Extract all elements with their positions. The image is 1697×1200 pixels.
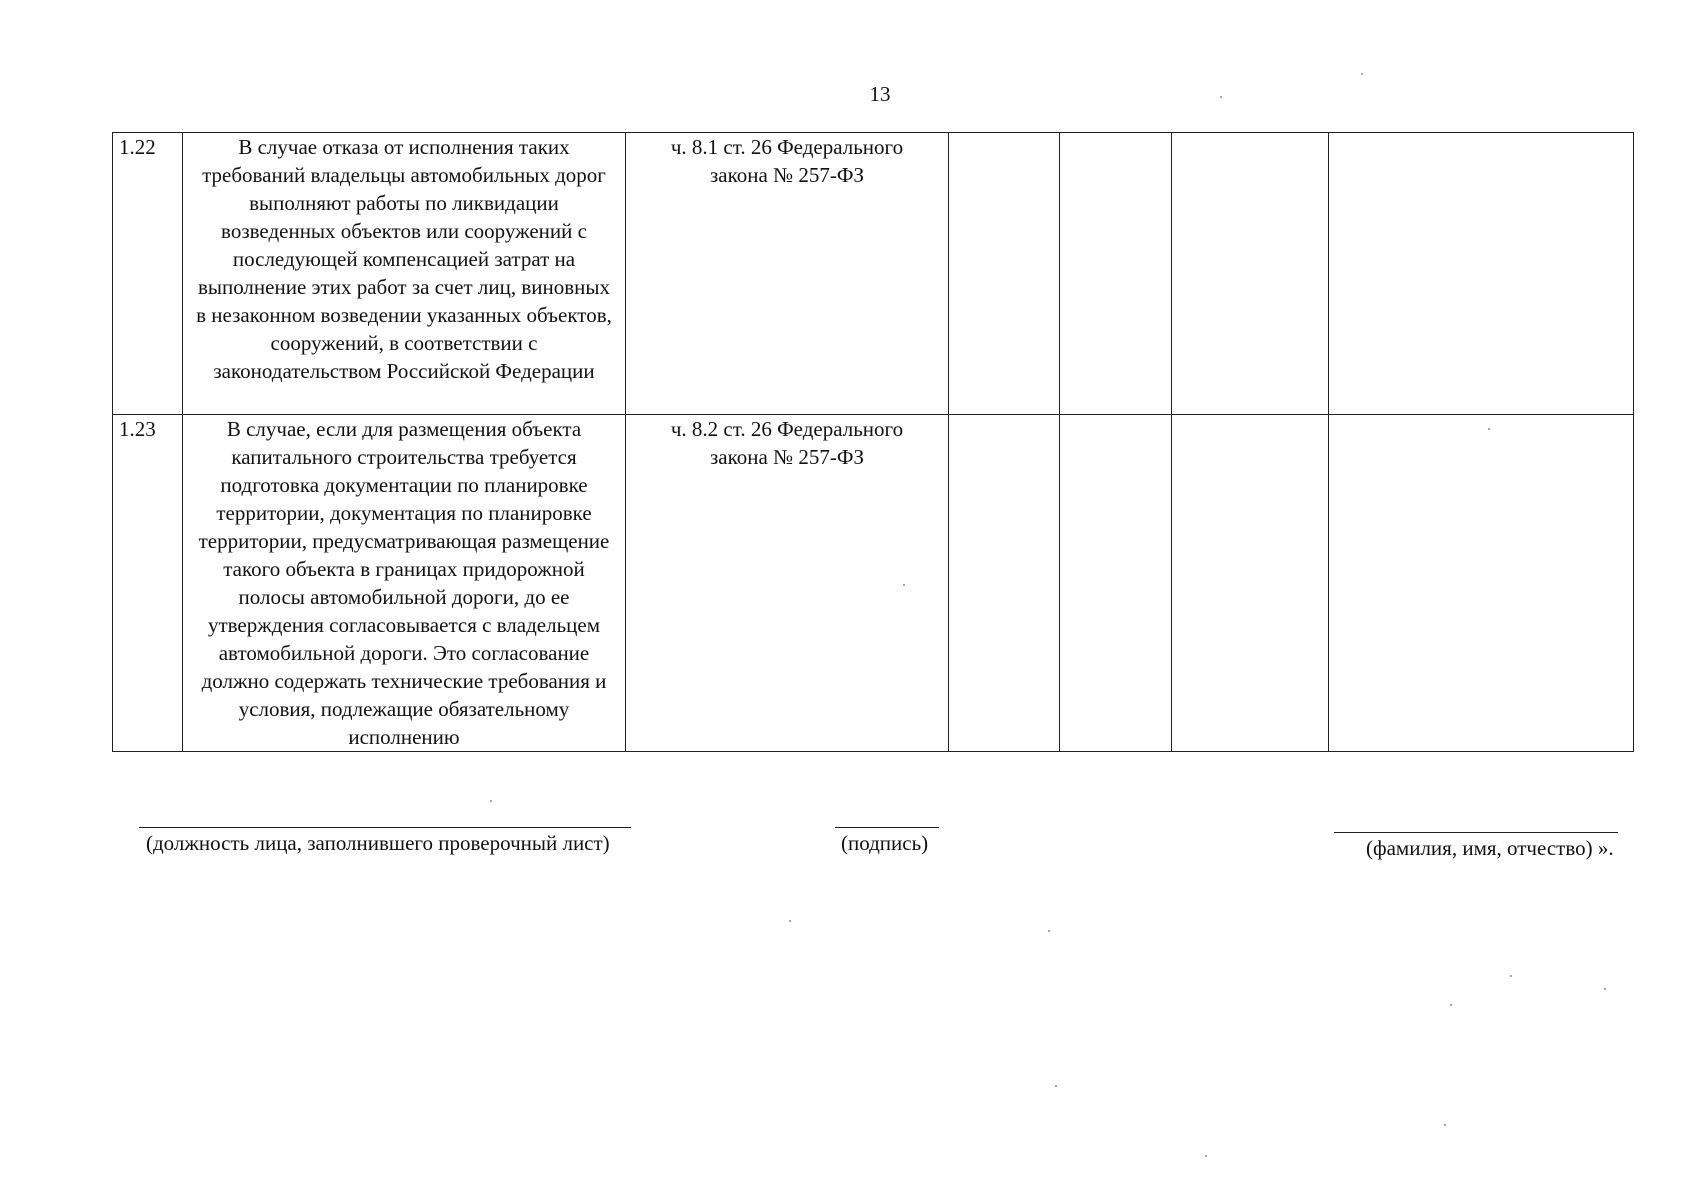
full-name-signature-line bbox=[1334, 832, 1618, 833]
requirement-cell: В случае отказа от исполнения таких требований владельцы автомобильных дорог выполняют работы по ликвидации возведенных объектов или сооружений с последующей компенсацией затрат на выполнение этих работ за счет лиц, виновных в незаконном возведении указанных объектов, сооружений, в соответствии с законодательством Российской Федерации bbox=[183, 133, 626, 415]
page-number-text: 13 bbox=[869, 82, 891, 106]
checklist-table bbox=[112, 132, 1634, 752]
scan-speck bbox=[490, 800, 492, 802]
legal-reference-cell: ч. 8.2 ст. 26 Федерального закона № 257-ФЗ bbox=[626, 415, 949, 752]
table-row bbox=[113, 415, 1634, 752]
answer-yes-cell bbox=[949, 415, 1060, 752]
scan-speck bbox=[1488, 428, 1490, 430]
scan-speck bbox=[1444, 1124, 1446, 1126]
row-number-cell: 1.23 bbox=[113, 415, 183, 752]
scan-speck bbox=[1205, 1155, 1207, 1157]
answer-yes-cell bbox=[949, 133, 1060, 415]
scan-speck bbox=[1604, 988, 1606, 990]
table-row bbox=[113, 133, 1634, 415]
scan-speck bbox=[1510, 975, 1512, 977]
answer-not-applicable-cell bbox=[1172, 133, 1329, 415]
note-cell bbox=[1329, 415, 1634, 752]
scan-speck bbox=[1220, 96, 1222, 98]
scan-speck bbox=[1361, 73, 1363, 75]
scan-speck bbox=[1450, 1004, 1452, 1006]
answer-not-applicable-cell bbox=[1172, 415, 1329, 752]
signature-line bbox=[835, 827, 939, 828]
position-signature-line bbox=[139, 827, 631, 828]
signature-caption: (подпись) bbox=[841, 831, 929, 855]
page-number bbox=[0, 82, 1697, 107]
requirement-cell: В случае, если для размещения объекта капитального строительства требуется подготовка документации по планировке территории, документация по планировке территории, предусматривающая размещение такого объекта в границах придорожной полосы автомобильной дороги, до ее утверждения согласовывается с владельцем автомобильной дороги. Это согласование должно содержать технические требования и условия, подлежащие обязательному исполнению bbox=[183, 415, 626, 752]
scan-speck bbox=[903, 584, 905, 586]
full-name-caption: (фамилия, имя, отчество) ». bbox=[1366, 836, 1614, 860]
scan-speck bbox=[789, 920, 791, 922]
note-cell bbox=[1329, 133, 1634, 415]
answer-no-cell bbox=[1060, 415, 1172, 752]
row-number-cell: 1.22 bbox=[113, 133, 183, 415]
scan-speck bbox=[1055, 1085, 1057, 1087]
scan-speck bbox=[1048, 930, 1050, 932]
legal-reference-cell: ч. 8.1 ст. 26 Федерального закона № 257-ФЗ bbox=[626, 133, 949, 415]
position-caption: (должность лица, заполнившего проверочный лист) bbox=[146, 831, 610, 855]
answer-no-cell bbox=[1060, 133, 1172, 415]
